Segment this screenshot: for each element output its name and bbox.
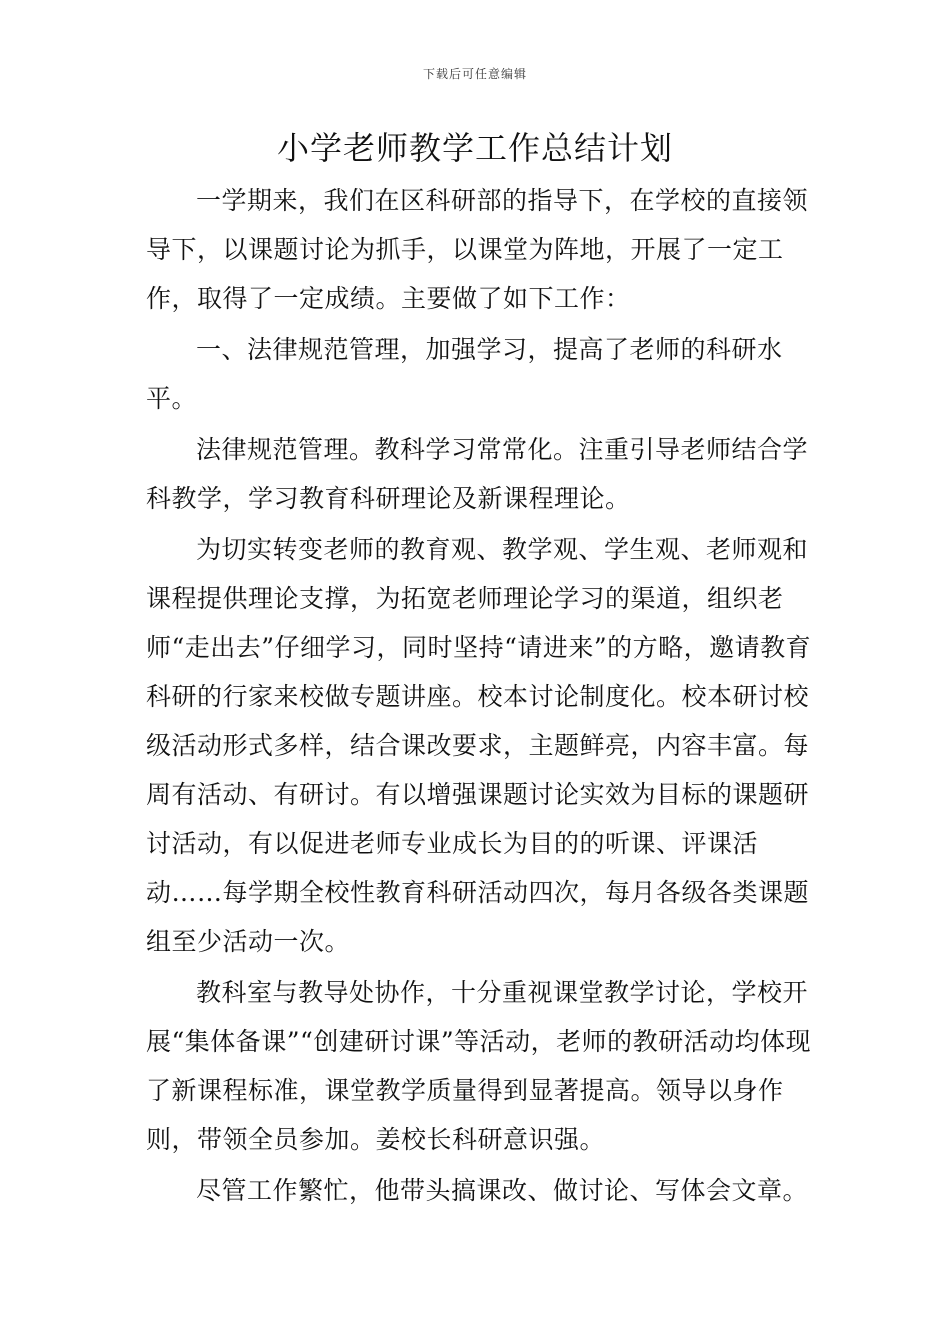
paragraph-classroom-research: 教科室与教导处协作，十分重视课堂教学讨论，学校开展“集体备课”“创建研讨课”等活动，老师的教研活动均体现了新课程标准，课堂教学质量得到显著提高。领导以身作则，带领全员参加。姜校长科研意识强。: [146, 978, 812, 1154]
paragraph-principal-work: 尽管工作繁忙，他带头搞课改、做讨论、写体会文章。: [196, 1176, 809, 1205]
paragraph-intro: 一学期来，我们在区科研部的指导下，在学校的直接领导下，以课题讨论为抓手，以课堂为阵地，开展了一定工作，取得了一定成绩。主要做了如下工作：: [146, 186, 809, 313]
document-body: [146, 176, 826, 1215]
header-note: 下载后可任意编辑: [422, 67, 527, 81]
document-title: 小学老师教学工作总结计划: [276, 129, 673, 167]
paragraph-teacher-development: 为切实转变老师的教育观、教学观、学生观、老师观和课程提供理论支撑，为拓宽老师理论学习的渠道，组织老师“走出去”仔细学习，同时坚持“请进来”的方略，邀请教育科研的行家来校做专题讲座。校本讨论制度化。校本研讨校级活动形式多样，结合课改要求，主题鲜亮，内容丰富。每周有活动、有研讨。有以增强课题讨论实效为目标的课题研讨活动，有以促进老师专业成长为目的的听课、评课活动……每学期全校性教育科研活动四次，每月各级各类课题组至少活动一次。: [146, 535, 812, 956]
paragraph-section-one-heading: 一、法律规范管理，加强学习，提高了老师的科研水平。: [146, 335, 783, 413]
paragraph-management: 法律规范管理。教科学习常常化。注重引导老师结合学科教学，学习教育科研理论及新课程理论。: [146, 435, 809, 513]
